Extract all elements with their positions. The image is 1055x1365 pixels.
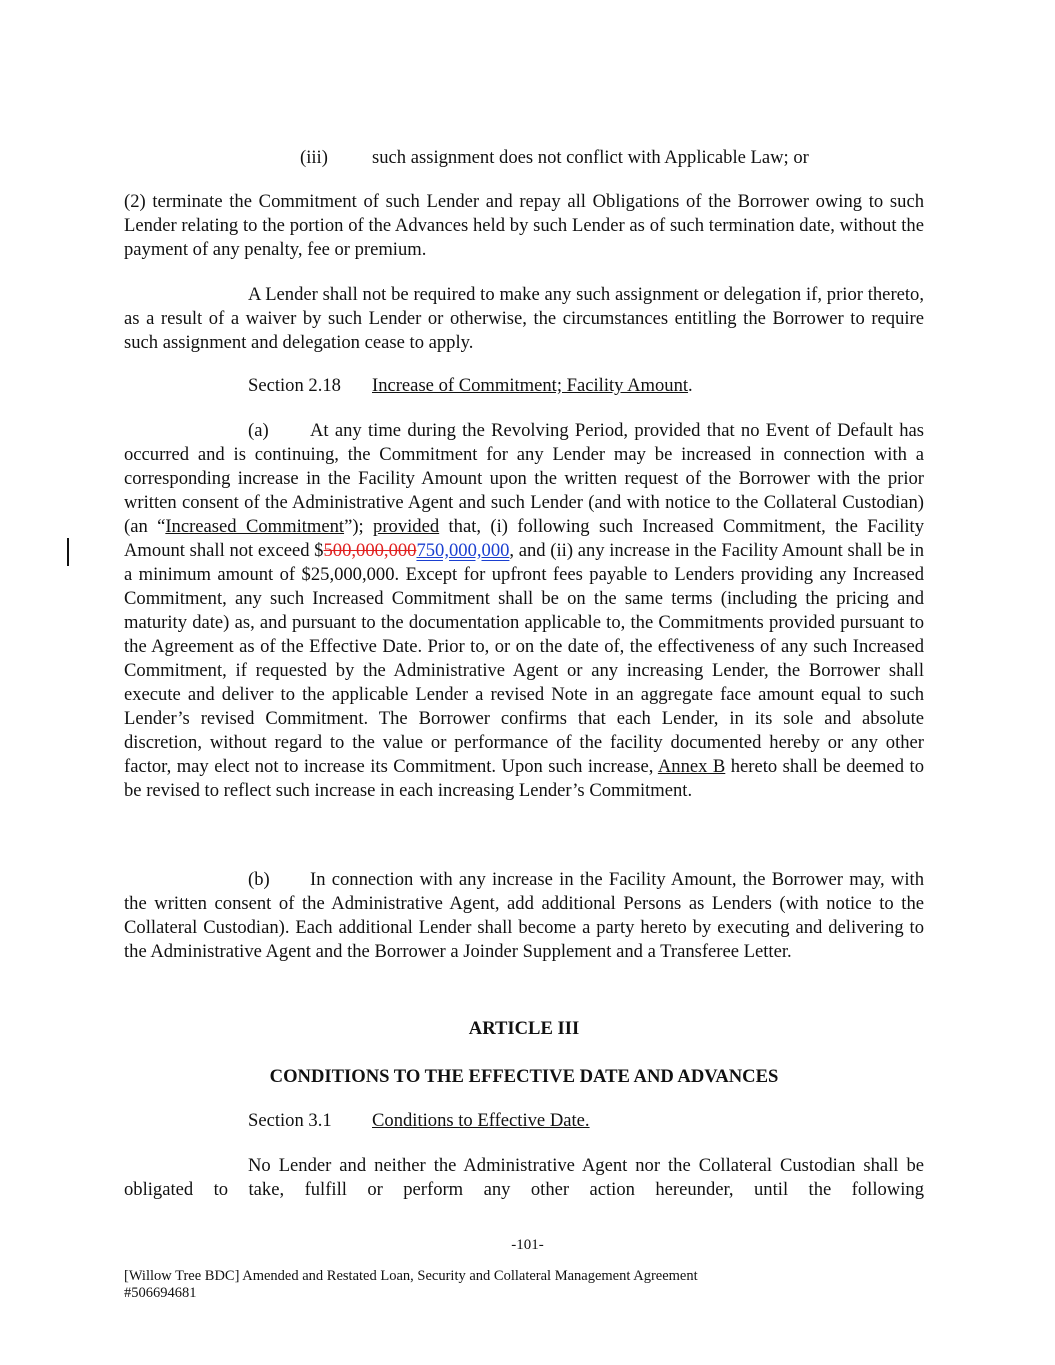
footer-document-id: #506694681 xyxy=(124,1285,197,1301)
section-2-18-trail: . xyxy=(688,375,693,396)
section-3-1-title: Conditions to Effective Date. xyxy=(372,1110,590,1131)
paragraph-a-text-3: that, (i) following such Increased Commitment, the Facility Amount shall not exceed $ xyxy=(124,516,924,561)
revision-change-bar xyxy=(67,538,69,566)
lender-waiver-paragraph: A Lender shall not be required to make any such assignment or delegation if, prior thereto, as a result of a waiver by such Lender or otherwise, the circumstances entitling the Borrower to require such assignment and delegation cease to apply. xyxy=(124,284,924,353)
clause-iii-text: such assignment does not conflict with Applicable Law; or xyxy=(372,147,809,168)
paragraph-b xyxy=(124,868,924,964)
article-title: CONDITIONS TO THE EFFECTIVE DATE AND ADVANCES xyxy=(269,1066,779,1087)
inserted-amount: 750,000,000 xyxy=(416,540,510,561)
defined-term-increased-commitment: Increased Commitment xyxy=(165,516,345,537)
clause-iii xyxy=(124,146,924,170)
article-heading: ARTICLE III xyxy=(468,1018,580,1039)
section-2-18-number: Section 2.18 xyxy=(248,375,341,396)
footer-title: [Willow Tree BDC] Amended and Restated Loan, Security and Collateral Management Agreement xyxy=(124,1268,698,1284)
paragraph-b-label: (b) xyxy=(248,869,270,890)
deleted-amount: 500,000,000 xyxy=(323,540,417,561)
section-3-1-heading xyxy=(124,1109,924,1133)
paragraph-a-label: (a) xyxy=(248,420,269,441)
paragraph-a-text-2: ”); xyxy=(344,516,374,537)
section-2-18-heading xyxy=(124,374,924,398)
paragraph-a-text-1: At any time during the Revolving Period, provided that no Event of Default has occurred and is continuing, the Commitment for any Lender may be increased in connection with a corresponding increase in the Facility Amount upon the written request of the Borrower with the prior written consent of the Administrative Agent and such Lender (and with notice to the Collateral Custodian) (an “ xyxy=(124,420,924,537)
terminate-paragraph: (2) terminate the Commitment of such Lender and repay all Obligations of the Borrower owing to such Lender relating to the portion of the Advances held by such Lender as of such termination date, without the payment of any penalty, fee or premium. xyxy=(124,191,924,260)
page-number: -101- xyxy=(511,1237,544,1253)
paragraph-a-text-4: , and (ii) any increase in the Facility Amount shall be in a minimum amount of $25,000,000. Except for upfront fees payable to Lenders providing any Increased Commitment, any such Increased Commitment shall be on the same terms (including the pricing and maturity date) as, and pursuant to the documentation applicable to, the Commitments provided pursuant to the Agreement as of the Effective Date. Prior to, or on the date of, the effectiveness of any such Increased Commitment, if requested by the Administrative Agent or any increasing Lender, the Borrower shall execute and deliver to the applicable Lender a revised Note in an aggregate face amount equal to such Lender’s revised Commitment. The Borrower confirms that each Lender, in its sole and absolute discretion, without regard to the value or performance of the facility documented hereby or any other factor, may elect not to increase its Commitment. Upon such increase, xyxy=(124,540,924,777)
no-lender-paragraph: No Lender and neither the Administrative Agent nor the Collateral Custodian shall be obligated to take, fulfill or perform any other action hereunder, until the following xyxy=(124,1155,924,1200)
paragraph-b-text: In connection with any increase in the Facility Amount, the Borrower may, with the written consent of the Administrative Agent, add additional Persons as Lenders (with notice to the Collateral Custodian). Each additional Lender shall become a party hereto by executing and delivering to the Administrative Agent and the Borrower a Joinder Supplement and a Transferee Letter. xyxy=(124,869,924,962)
section-2-18-title: Increase of Commitment; Facility Amount xyxy=(372,375,689,396)
provided-term: provided xyxy=(373,516,440,537)
paragraph-a xyxy=(124,419,924,803)
paragraph-a-text-5: hereto shall be deemed to be revised to reflect such increase in each increasing Lender’s Commitment. xyxy=(124,756,924,801)
clause-iii-label: (iii) xyxy=(300,147,328,168)
annex-b-reference: Annex B xyxy=(657,756,726,777)
section-3-1-number: Section 3.1 xyxy=(248,1110,332,1131)
